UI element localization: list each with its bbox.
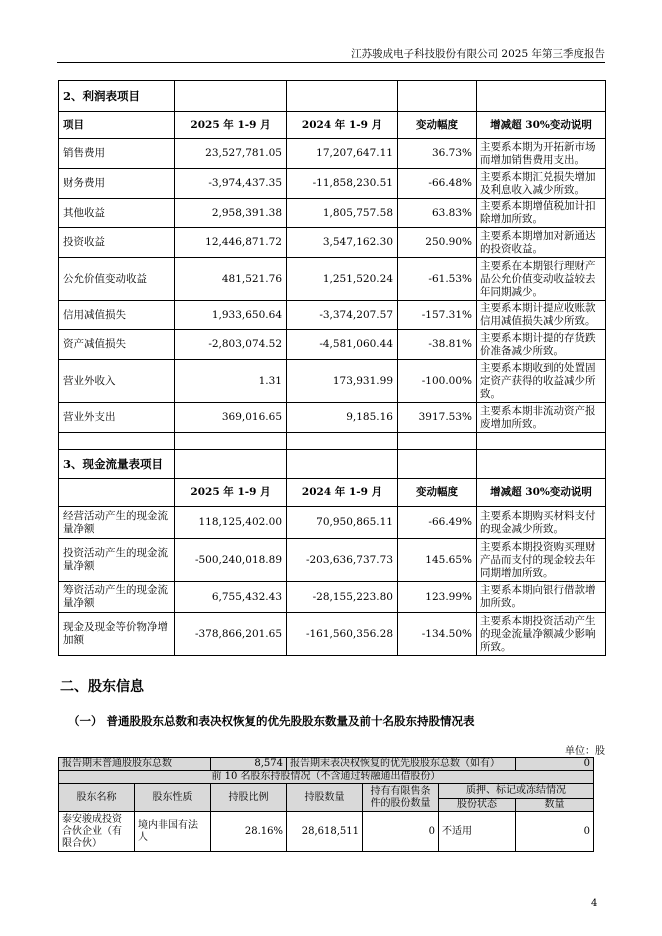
chg-cell: 36.73% (398, 139, 477, 169)
table-row (59, 199, 606, 228)
item-cell: 筹资活动产生的现金流量净额 (59, 582, 175, 613)
cur-cell: -378,866,201.65 (175, 613, 287, 656)
cashflow-header-row (59, 479, 606, 507)
item-cell: 现金及现金等价物净增加额 (59, 613, 175, 656)
chg-cell: -66.48% (398, 169, 477, 199)
top10-caption-row (59, 771, 594, 784)
table-row (59, 228, 606, 258)
col-prev-header: 2024 年 1-9 月 (287, 479, 398, 507)
table-row (59, 139, 606, 169)
table-row (59, 507, 606, 539)
col-item-header: 项目 (59, 112, 175, 139)
unit-label: 单位：股 (565, 746, 605, 757)
cur-cell: -500,240,018.89 (175, 539, 287, 582)
chg-cell: -100.00% (398, 360, 477, 403)
prev-cell: 1,251,520.24 (287, 258, 398, 301)
table-row (59, 258, 606, 301)
sh-ratio-cell: 28.16% (211, 812, 287, 852)
chg-cell: 145.65% (398, 539, 477, 582)
shareholder-table (58, 757, 594, 852)
page-number: 4 (591, 898, 598, 909)
prev-cell: -28,155,223.80 (287, 582, 398, 613)
table-row (59, 301, 606, 330)
col-ratio-header: 持股比例 (211, 784, 287, 812)
prev-cell: 1,805,757.58 (287, 199, 398, 228)
cur-cell: 369,016.65 (175, 403, 287, 433)
page-header (57, 42, 605, 63)
item-cell: 经营活动产生的现金流量净额 (59, 507, 175, 539)
total-value: 8,574 (211, 758, 287, 771)
col-qty-header: 持股数量 (287, 784, 363, 812)
report-title: 江苏骏成电子科技股份有限公司 2025 年第三季度报告 (351, 48, 605, 60)
col-pledge-header: 质押、标记或冻结情况 (439, 784, 594, 799)
sh-count-cell: 0 (516, 812, 594, 852)
table-row (59, 169, 606, 199)
chg-cell: -134.50% (398, 613, 477, 656)
total-label: 报告期末普通股股东总数 (59, 758, 211, 771)
note-cell: 主要系本期汇兑损失增加及利息收入减少所致。 (477, 169, 606, 199)
table-row (59, 539, 606, 582)
section-heading: 二、股东信息 (60, 679, 144, 695)
total-row (59, 758, 594, 771)
table-row (59, 812, 594, 852)
chg-cell: 250.90% (398, 228, 477, 258)
col-prev-header: 2024 年 1-9 月 (287, 112, 398, 139)
cur-cell: 481,521.76 (175, 258, 287, 301)
chg-cell: -66.49% (398, 507, 477, 539)
table-row (59, 582, 606, 613)
sh-nature-cell: 境内非国有法人 (135, 812, 211, 852)
note-cell: 主要系本期向银行借款增加所致。 (477, 582, 606, 613)
income-header-row (59, 112, 606, 139)
income-section-row (59, 81, 606, 112)
prev-cell: -203,636,737.73 (287, 539, 398, 582)
chg-cell: -61.53% (398, 258, 477, 301)
note-cell: 主要系本期增值税加计扣除增加所致。 (477, 199, 606, 228)
sh-name-cell: 泰安骏成投资合伙企业（有限合伙） (59, 812, 135, 852)
sh-header-row-1 (59, 784, 594, 799)
col-item-header (59, 479, 175, 507)
table-row (59, 613, 606, 656)
col-name-header: 股东名称 (59, 784, 135, 812)
income-section-title: 2、利润表项目 (59, 81, 175, 112)
cur-cell: 1,933,650.64 (175, 301, 287, 330)
note-cell: 主要系在本期银行理财产品公允价值变动收益较去年同期减少。 (477, 258, 606, 301)
prev-cell: 9,185.16 (287, 403, 398, 433)
item-cell: 其他收益 (59, 199, 175, 228)
cur-cell: 6,755,432.43 (175, 582, 287, 613)
subsection-heading: （一） 普通股股东总数和表决权恢复的优先股股东数量及前十名股东持股情况表 (68, 714, 475, 728)
col-note-header: 增减超 30%变动说明 (477, 479, 606, 507)
item-cell: 信用减值损失 (59, 301, 175, 330)
col-chg-header: 变动幅度 (398, 112, 477, 139)
top10-caption: 前 10 名股东持股情况（不含通过转融通出借股份） (59, 771, 594, 784)
note-cell: 主要系本期投资购买理财产品而支付的现金较去年同期增加所致。 (477, 539, 606, 582)
note-cell: 主要系本期计提应收账款信用减值损失减少所致。 (477, 301, 606, 330)
note-cell: 主要系本期投资活动产生的现金流量净额减少影响所致。 (477, 613, 606, 656)
prev-cell: -161,560,356.28 (287, 613, 398, 656)
note-cell: 主要系本期非流动资产报废增加所致。 (477, 403, 606, 433)
chg-cell: 123.99% (398, 582, 477, 613)
note-cell: 主要系本期收到的处置固定资产获得的收益减少所致。 (477, 360, 606, 403)
col-nature-header: 股东性质 (135, 784, 211, 812)
cur-cell: 12,446,871.72 (175, 228, 287, 258)
item-cell: 营业外支出 (59, 403, 175, 433)
item-cell: 营业外收入 (59, 360, 175, 403)
item-cell: 投资收益 (59, 228, 175, 258)
prev-cell: 173,931.99 (287, 360, 398, 403)
sh-status-cell: 不适用 (439, 812, 516, 852)
cur-cell: 23,527,781.05 (175, 139, 287, 169)
chg-cell: 63.83% (398, 199, 477, 228)
cashflow-section-row (59, 450, 606, 479)
col-note-header: 增减超 30%变动说明 (477, 112, 606, 139)
table-row (59, 330, 606, 360)
sh-restricted-cell: 0 (363, 812, 439, 852)
spacer-row (59, 433, 606, 450)
item-cell: 销售费用 (59, 139, 175, 169)
financial-table (58, 80, 606, 656)
pref-value: 0 (516, 758, 594, 771)
prev-cell: 17,207,647.11 (287, 139, 398, 169)
table-row (59, 403, 606, 433)
note-cell: 主要系本期增加对新通达的投资收益。 (477, 228, 606, 258)
cur-cell: -3,974,437.35 (175, 169, 287, 199)
table-row (59, 360, 606, 403)
prev-cell: 3,547,162.30 (287, 228, 398, 258)
col-restricted-header: 持有有限售条件的股份数量 (363, 784, 439, 812)
col-count-header: 数量 (516, 799, 594, 812)
cur-cell: 118,125,402.00 (175, 507, 287, 539)
pref-label: 报告期末表决权恢复的优先股股东总数（如有） (287, 758, 516, 771)
note-cell: 主要系本期计提的存货跌价准备减少所致。 (477, 330, 606, 360)
prev-cell: -11,858,230.51 (287, 169, 398, 199)
item-cell: 财务费用 (59, 169, 175, 199)
prev-cell: -4,581,060.44 (287, 330, 398, 360)
note-cell: 主要系本期为开拓新市场而增加销售费用支出。 (477, 139, 606, 169)
col-status-header: 股份状态 (439, 799, 516, 812)
note-cell: 主要系本期购买材料支付的现金减少所致。 (477, 507, 606, 539)
item-cell: 投资活动产生的现金流量净额 (59, 539, 175, 582)
cur-cell: 1.31 (175, 360, 287, 403)
prev-cell: 70,950,865.11 (287, 507, 398, 539)
item-cell: 资产减值损失 (59, 330, 175, 360)
sh-qty-cell: 28,618,511 (287, 812, 363, 852)
col-chg-header: 变动幅度 (398, 479, 477, 507)
col-cur-header: 2025 年 1-9 月 (175, 112, 287, 139)
prev-cell: -3,374,207.57 (287, 301, 398, 330)
cur-cell: 2,958,391.38 (175, 199, 287, 228)
item-cell: 公允价值变动收益 (59, 258, 175, 301)
col-cur-header: 2025 年 1-9 月 (175, 479, 287, 507)
cashflow-section-title: 3、现金流量表项目 (59, 450, 175, 479)
chg-cell: -38.81% (398, 330, 477, 360)
chg-cell: 3917.53% (398, 403, 477, 433)
cur-cell: -2,803,074.52 (175, 330, 287, 360)
chg-cell: -157.31% (398, 301, 477, 330)
